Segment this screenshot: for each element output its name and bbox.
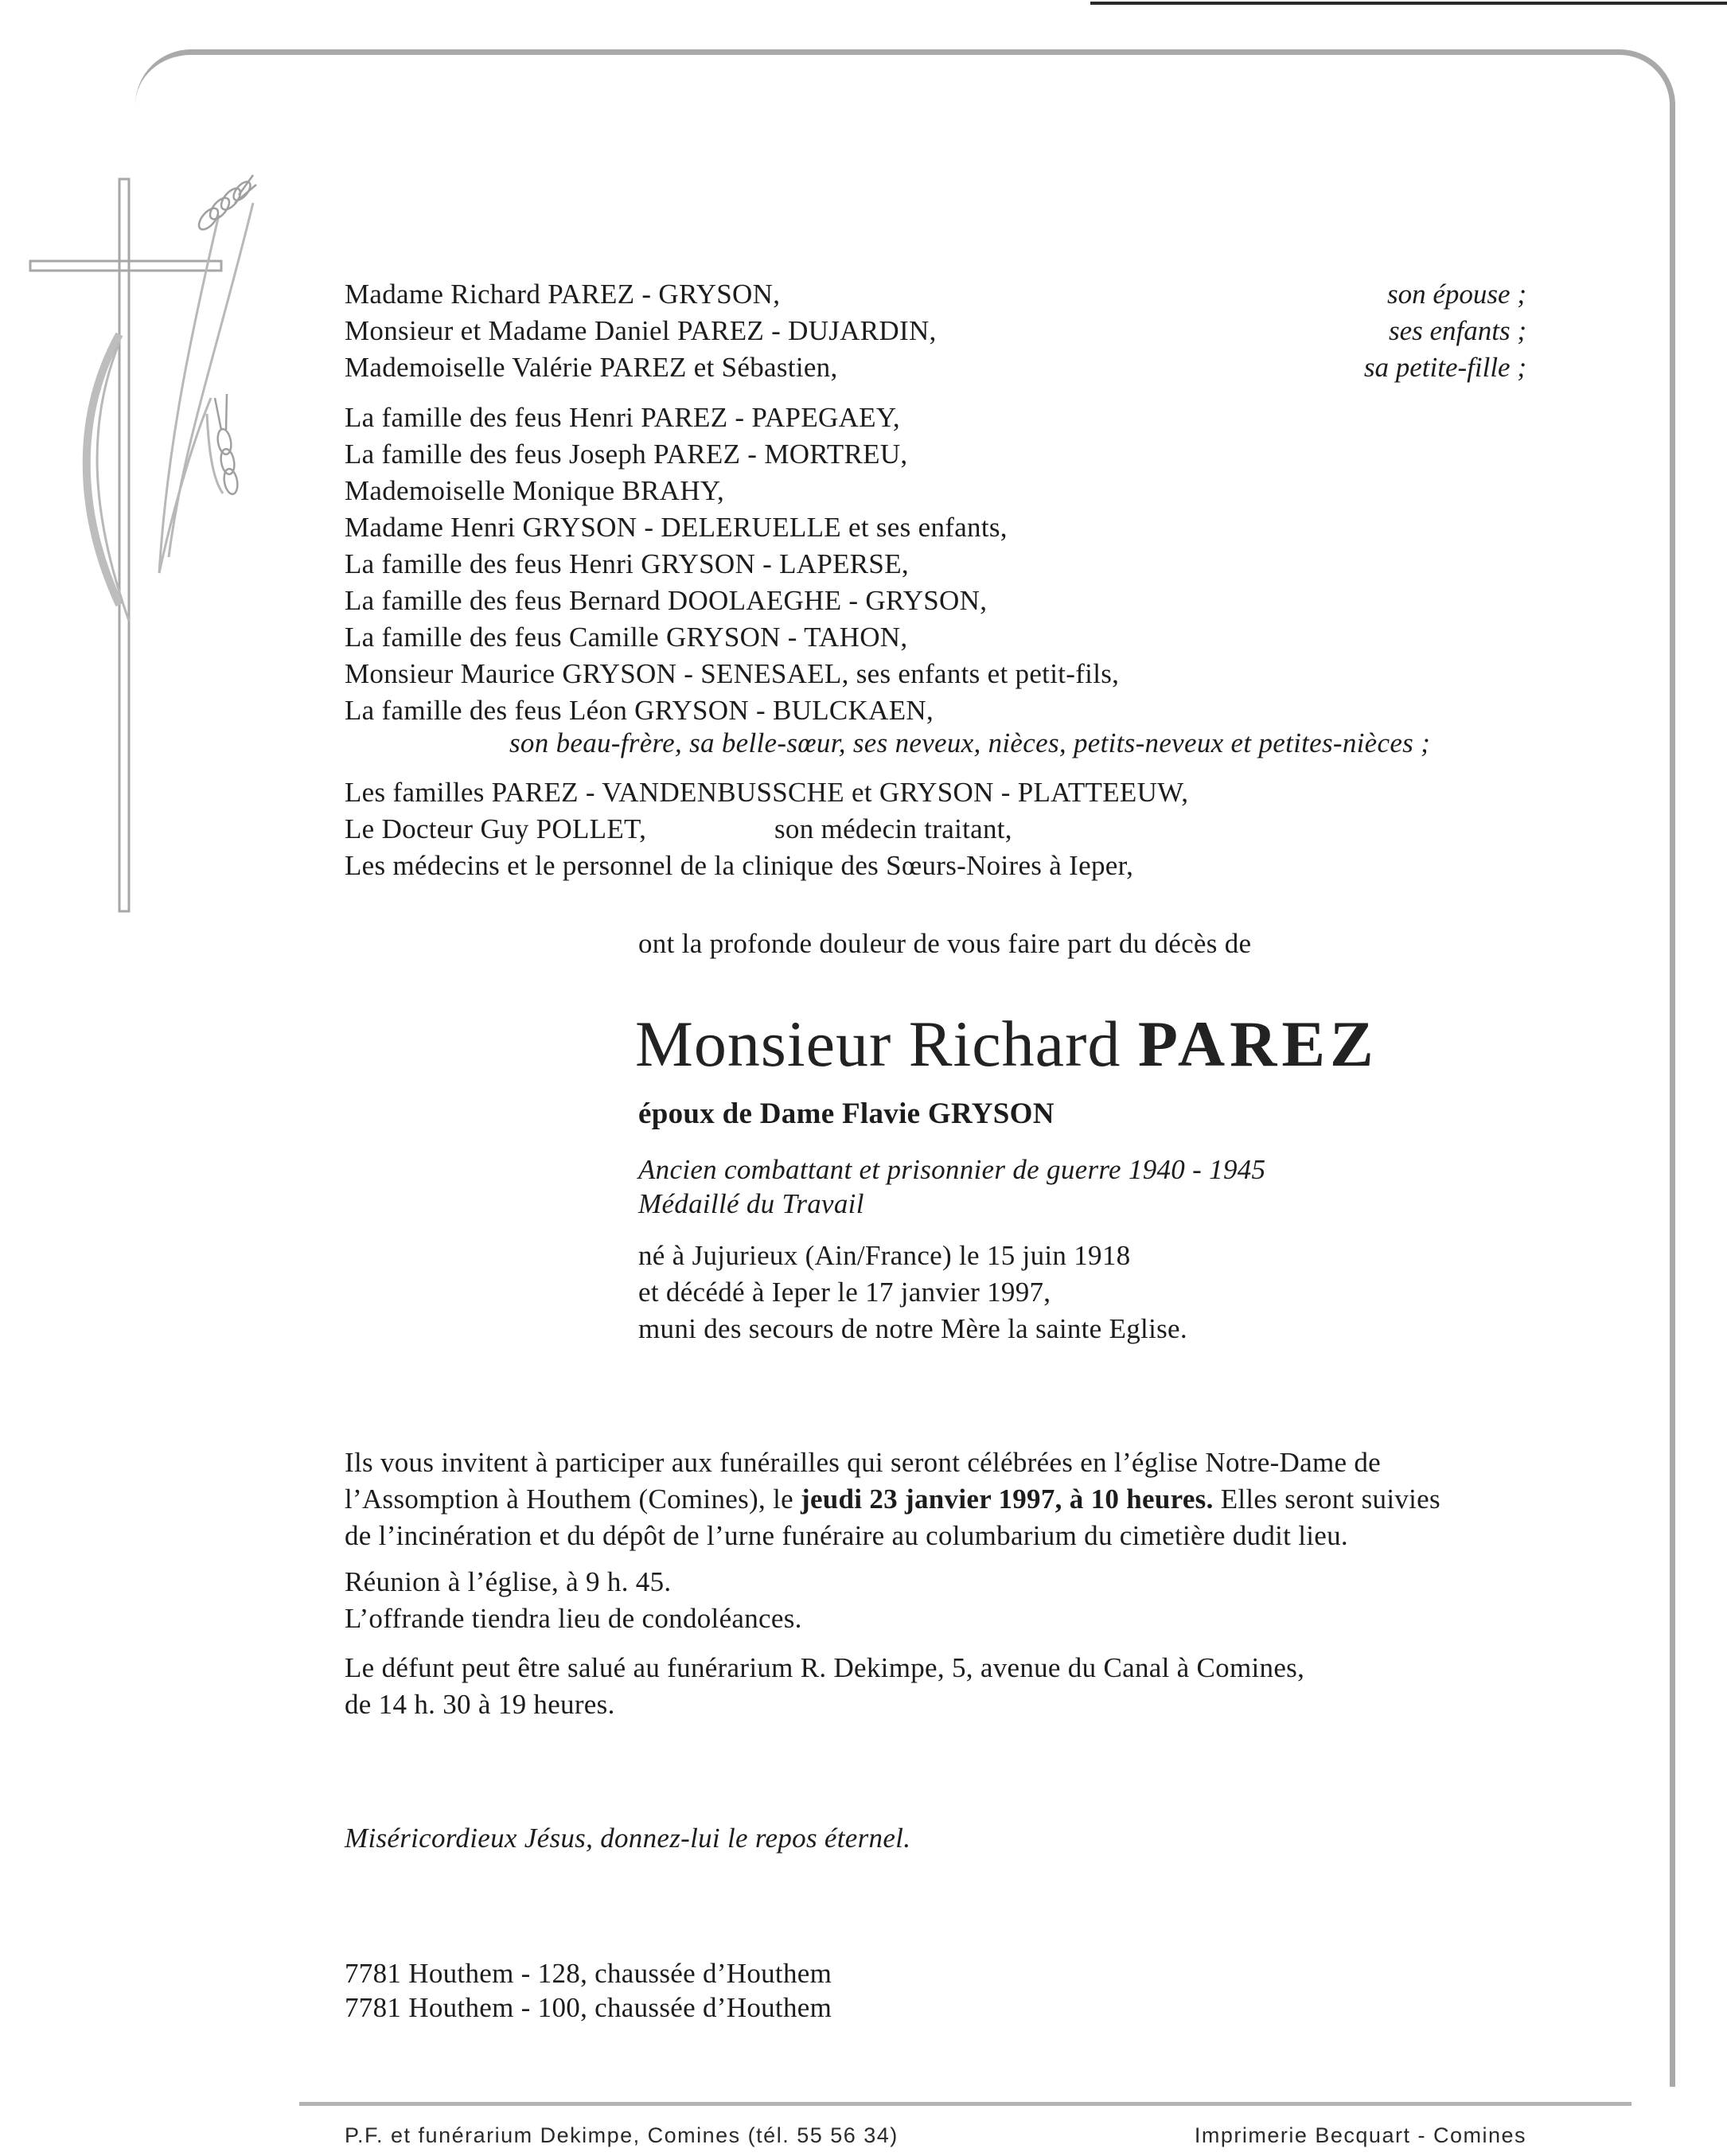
meeting-line: Réunion à l’église, à 9 h. 45. bbox=[345, 1566, 672, 1597]
funeral-line: Ils vous invitent à participer aux funérailles qui seront célébrées en l’église Notre-Dame de bbox=[345, 1447, 1381, 1478]
family-line: Monsieur et Madame Daniel PAREZ - DUJARDIN, bbox=[345, 315, 937, 346]
family-line: La famille des feus Henri PAREZ - PAPEGAEY, bbox=[345, 402, 900, 433]
footer-printer: Imprimerie Becquart - Comines bbox=[1194, 2123, 1526, 2147]
bio-line: et décédé à Ieper le 17 janvier 1997, bbox=[638, 1277, 1051, 1308]
family-line: Monsieur Maurice GRYSON - SENESAEL, ses enfants et petit-fils, bbox=[345, 658, 1120, 689]
bio-line: né à Jujurieux (Ain/France) le 15 juin 1918 bbox=[638, 1240, 1131, 1271]
families-line: Les familles PAREZ - VANDENBUSSCHE et GRYSON - PLATTEEUW, bbox=[345, 777, 1189, 808]
family-line: Madame Henri GRYSON - DELERUELLE et ses enfants, bbox=[345, 512, 1008, 543]
family-line: La famille des feus Léon GRYSON - BULCKAEN, bbox=[345, 695, 934, 726]
funeral-text: Elles seront suivies bbox=[1213, 1483, 1440, 1515]
prayer-line: Miséricordieux Jésus, donnez-lui le repos éternel. bbox=[345, 1823, 911, 1854]
deceased-name bbox=[635, 1007, 1378, 1082]
deceased-first-name: Monsieur Richard bbox=[635, 1008, 1121, 1080]
family-role: sa petite-fille ; bbox=[1363, 352, 1526, 383]
cross-and-wheat-icon bbox=[0, 0, 334, 915]
doctor-role: son médecin traitant, bbox=[774, 813, 1012, 844]
doctor-line: Le Docteur Guy POLLET, bbox=[345, 813, 647, 844]
bio-line: muni des secours de notre Mère la sainte Eglise. bbox=[638, 1313, 1187, 1344]
family-line: La famille des feus Camille GRYSON - TAHON, bbox=[345, 622, 908, 653]
viewing-line: de 14 h. 30 à 19 heures. bbox=[345, 1689, 615, 1720]
deceased-surname: PAREZ bbox=[1137, 1008, 1378, 1080]
top-edge-line bbox=[1090, 2, 1727, 5]
family-line: Mademoiselle Valérie PAREZ et Sébastien, bbox=[345, 352, 838, 383]
spouse-line: époux de Dame Flavie GRYSON bbox=[638, 1097, 1055, 1130]
honor-line: Médaillé du Travail bbox=[638, 1188, 864, 1219]
family-role: ses enfants ; bbox=[1388, 315, 1526, 346]
family-extended-role: son beau-frère, sa belle-sœur, ses neveux, nièces, petits-neveux et petites-nièces ; bbox=[509, 727, 1431, 758]
offering-line: L’offrande tiendra lieu de condoléances. bbox=[345, 1603, 802, 1634]
funeral-text: l’Assomption à Houthem (Comines), le bbox=[345, 1483, 801, 1515]
clinic-line: Les médecins et le personnel de la clinique des Sœurs-Noires à Ieper, bbox=[345, 850, 1134, 881]
family-line: Mademoiselle Monique BRAHY, bbox=[345, 475, 725, 506]
honor-line: Ancien combattant et prisonnier de guerre 1940 - 1945 bbox=[638, 1154, 1266, 1185]
announcement: ont la profonde douleur de vous faire part du décès de bbox=[638, 928, 1252, 959]
family-line: Madame Richard PAREZ - GRYSON, bbox=[345, 279, 781, 310]
bottom-border-line bbox=[299, 2102, 1631, 2106]
address-line: 7781 Houthem - 128, chaussée d’Houthem bbox=[345, 1958, 832, 1989]
family-role: son épouse ; bbox=[1387, 279, 1526, 310]
footer-funeral-home: P.F. et funérarium Dekimpe, Comines (tél. 55 56 34) bbox=[345, 2123, 899, 2147]
viewing-line: Le défunt peut être salué au funérarium R. Dekimpe, 5, avenue du Canal à Comines, bbox=[345, 1652, 1305, 1683]
address-line: 7781 Houthem - 100, chaussée d’Houthem bbox=[345, 1992, 832, 2023]
family-line: La famille des feus Joseph PAREZ - MORTREU, bbox=[345, 439, 908, 470]
funeral-date: jeudi 23 janvier 1997, à 10 heures. bbox=[800, 1483, 1214, 1515]
funeral-line bbox=[345, 1483, 1440, 1515]
funeral-line: de l’incinération et du dépôt de l’urne funéraire au columbarium du cimetière dudit lieu. bbox=[345, 1520, 1348, 1551]
family-line: La famille des feus Bernard DOOLAEGHE - GRYSON, bbox=[345, 585, 988, 616]
family-line: La famille des feus Henri GRYSON - LAPERSE, bbox=[345, 548, 909, 579]
